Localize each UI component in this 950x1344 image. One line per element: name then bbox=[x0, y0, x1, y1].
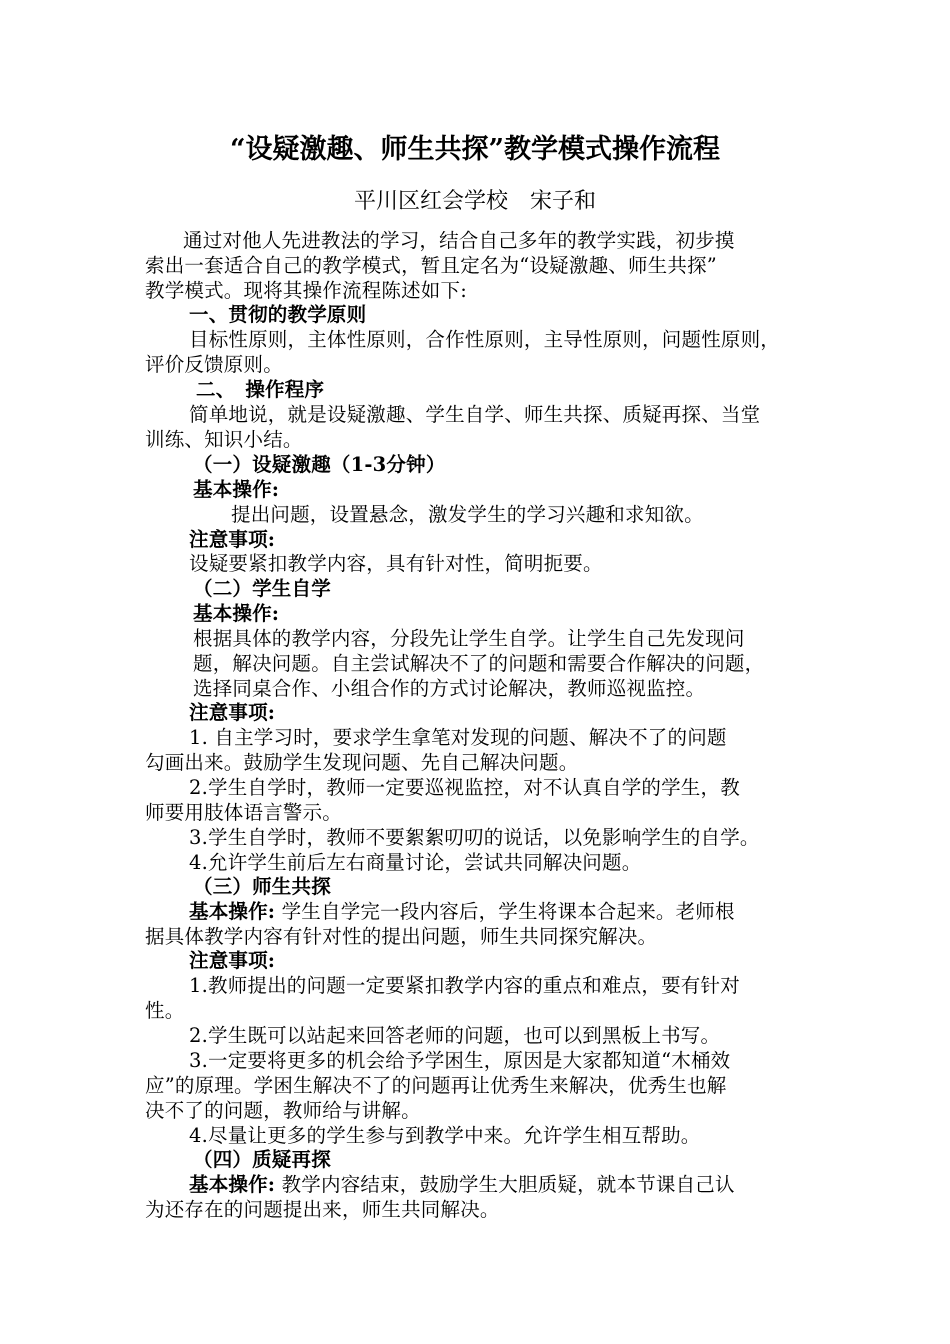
step-3-note-line-1: 1.教师提出的问题一定要紧扣教学内容的重点和难点，要有针对 bbox=[189, 974, 740, 997]
step-3-operation-line-1 bbox=[189, 899, 735, 924]
step-2-operation-line-2: 题，解决问题。自主尝试解决不了的问题和需要合作解决的问题， bbox=[193, 652, 765, 675]
step-2-heading: （二）学生自学 bbox=[193, 577, 331, 600]
author-line: 平川区红会学校 宋子和 bbox=[353, 189, 596, 214]
section-2-line-2: 训练、知识小结。 bbox=[145, 428, 303, 451]
step-2-operation-line-3: 选择同桌合作、小组合作的方式讨论解决，教师巡视监控。 bbox=[193, 677, 706, 700]
step-2-operation-label: 基本操作: bbox=[193, 602, 280, 625]
step-3-note-line-4: 3.一定要将更多的机会给予学困生，原因是大家都知道“木桶效 bbox=[189, 1049, 731, 1072]
section-1-line-2: 评价反馈原则。 bbox=[145, 353, 283, 376]
step-1-operation-text: 提出问题，设置悬念，激发学生的学习兴趣和求知欲。 bbox=[231, 503, 704, 526]
step-3-heading: （三）师生共探 bbox=[193, 875, 331, 898]
step-3-note-line-3: 2.学生既可以站起来回答老师的问题，也可以到黑板上书写。 bbox=[189, 1024, 721, 1047]
section-2-heading: 二、 操作程序 bbox=[196, 378, 325, 401]
section-2-line-1: 简单地说，就是设疑激趣、学生自学、师生共探、质疑再探、当堂 bbox=[189, 403, 761, 426]
step-2-note-line-3: 2.学生自学时，教师一定要巡视监控，对不认真自学的学生，教 bbox=[189, 776, 740, 799]
step-2-operation-line-1: 根据具体的教学内容，分段先让学生自学。让学生自己先发现问 bbox=[193, 627, 745, 650]
step-3-operation-text: 学生自学完一段内容后，学生将课本合起来。老师根 bbox=[281, 900, 735, 923]
step-1-notes-label: 注意事项: bbox=[189, 528, 276, 551]
step-2-note-line-4: 师要用肢体语言警示。 bbox=[145, 801, 343, 824]
section-1-heading: 一、贯彻的教学原则 bbox=[189, 303, 367, 326]
step-3-note-line-2: 性。 bbox=[145, 999, 185, 1022]
step-2-notes-label: 注意事项: bbox=[189, 701, 276, 724]
step-1-heading: （一）设疑激趣（1-3分钟） bbox=[193, 453, 446, 476]
step-4-operation-line-1 bbox=[189, 1172, 735, 1197]
step-2-note-line-5: 3.学生自学时，教师不要絮絮叨叨的说话，以免影响学生的自学。 bbox=[189, 826, 760, 849]
step-3-note-line-5: 应”的原理。学困生解决不了的问题再让优秀生来解决，优秀生也解 bbox=[145, 1074, 727, 1097]
step-1-notes-text: 设疑要紧扣教学内容，具有针对性，简明扼要。 bbox=[189, 552, 603, 575]
step-2-note-line-1: 1. 自主学习时，要求学生拿笔对发现的问题、解决不了的问题 bbox=[189, 726, 727, 749]
step-4-operation-text: 教学内容结束，鼓励学生大胆质疑，就本节课自己认 bbox=[281, 1173, 735, 1196]
step-2-note-line-6: 4.允许学生前后左右商量讨论，尝试共同解决问题。 bbox=[189, 851, 642, 874]
step-2-note-line-2: 勾画出来。鼓励学生发现问题、先自己解决问题。 bbox=[145, 751, 579, 774]
document-title: “设疑激趣、师生共探”教学模式操作流程 bbox=[229, 134, 721, 165]
step-4-operation-label: 基本操作: bbox=[189, 1173, 276, 1196]
section-1-line-1: 目标性原则，主体性原则，合作性原则，主导性原则，问题性原则， bbox=[189, 328, 781, 351]
step-4-operation-line-2: 为还存在的问题提出来，师生共同解决。 bbox=[145, 1198, 500, 1221]
step-3-operation-line-2: 据具体教学内容有针对性的提出问题，师生共同探究解决。 bbox=[145, 925, 658, 948]
step-3-note-line-7: 4.尽量让更多的学生参与到教学中来。允许学生相互帮助。 bbox=[189, 1124, 701, 1147]
intro-line-3: 教学模式。现将其操作流程陈述如下: bbox=[145, 279, 467, 302]
intro-line-1: 通过对他人先进教法的学习，结合自己多年的教学实践，初步摸 bbox=[183, 229, 735, 252]
step-4-heading: （四）质疑再探 bbox=[193, 1148, 331, 1171]
step-3-operation-label: 基本操作: bbox=[189, 900, 276, 923]
step-1-operation-label: 基本操作: bbox=[193, 478, 280, 501]
step-3-note-line-6: 决不了的问题，教师给与讲解。 bbox=[145, 1099, 421, 1122]
step-3-notes-label: 注意事项: bbox=[189, 949, 276, 972]
intro-line-2: 索出一套适合自己的教学模式，暂且定名为“设疑激趣、师生共探” bbox=[145, 254, 717, 277]
